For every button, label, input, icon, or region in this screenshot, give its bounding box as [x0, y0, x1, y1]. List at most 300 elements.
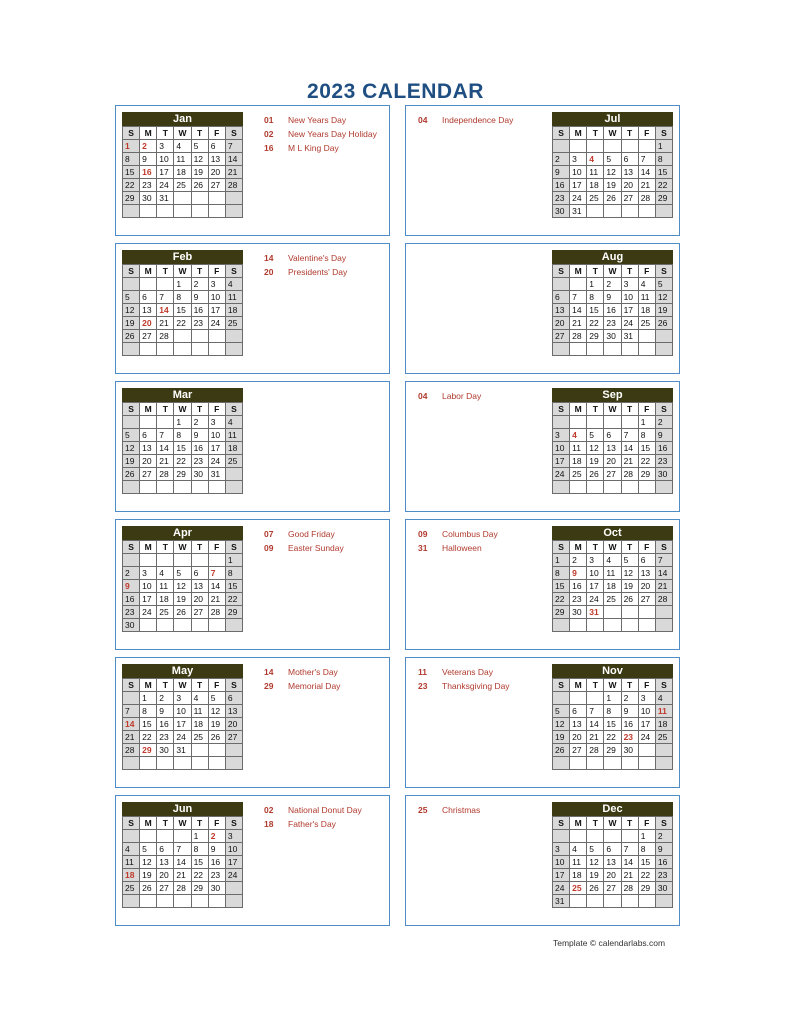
holiday-date: 31 [418, 543, 428, 553]
weekday-header: M [140, 127, 157, 140]
day-cell: 20 [226, 718, 243, 731]
day-cell: 19 [209, 718, 226, 731]
empty-cell [639, 619, 656, 632]
empty-cell [157, 830, 174, 843]
day-cell: 25 [587, 192, 604, 205]
day-cell: 17 [622, 304, 639, 317]
weekday-header: W [174, 679, 191, 692]
empty-cell [192, 744, 209, 757]
day-cell: 16 [553, 179, 570, 192]
weekday-header: W [604, 403, 621, 416]
weekday-header: S [226, 679, 243, 692]
day-cell: 6 [140, 429, 157, 442]
day-cell: 18 [604, 580, 621, 593]
day-cell: 2 [604, 278, 621, 291]
day-cell: 13 [622, 166, 639, 179]
day-cell: 14 [587, 718, 604, 731]
month-name: Oct [552, 526, 673, 540]
empty-cell [157, 554, 174, 567]
day-cell: 22 [639, 455, 656, 468]
day-grid [122, 816, 243, 908]
empty-cell [622, 140, 639, 153]
weekday-header: S [553, 127, 570, 140]
day-cell: 21 [656, 580, 673, 593]
empty-cell [140, 278, 157, 291]
empty-cell [209, 895, 226, 908]
month-name: Sep [552, 388, 673, 402]
empty-cell [587, 481, 604, 494]
weekday-header: F [209, 817, 226, 830]
weekday-header: T [587, 403, 604, 416]
day-cell: 19 [174, 593, 191, 606]
empty-cell [553, 757, 570, 770]
day-cell: 26 [192, 179, 209, 192]
day-cell: 14 [656, 567, 673, 580]
day-cell: 13 [140, 442, 157, 455]
day-cell: 22 [604, 731, 621, 744]
empty-cell [209, 343, 226, 356]
day-cell: 11 [656, 705, 673, 718]
day-cell: 22 [174, 317, 191, 330]
holiday-date: 25 [418, 805, 428, 815]
empty-cell [192, 895, 209, 908]
day-cell: 25 [656, 731, 673, 744]
day-cell: 21 [587, 731, 604, 744]
day-cell: 30 [570, 606, 587, 619]
day-cell: 10 [570, 166, 587, 179]
day-grid [552, 540, 673, 632]
day-cell: 27 [553, 330, 570, 343]
holiday-date: 09 [418, 529, 428, 539]
day-cell: 28 [656, 593, 673, 606]
empty-cell [123, 830, 140, 843]
day-cell: 25 [570, 468, 587, 481]
weekday-header: W [174, 817, 191, 830]
day-cell: 1 [174, 416, 191, 429]
day-cell: 25 [174, 179, 191, 192]
empty-cell [140, 343, 157, 356]
month-name: Dec [552, 802, 673, 816]
empty-cell [622, 343, 639, 356]
day-cell: 3 [553, 429, 570, 442]
day-cell: 3 [174, 692, 191, 705]
weekday-header: W [604, 127, 621, 140]
day-grid [552, 402, 673, 494]
holiday-name: Christmas [442, 805, 481, 815]
empty-cell [157, 343, 174, 356]
day-cell: 9 [553, 166, 570, 179]
empty-cell [639, 744, 656, 757]
weekday-header: M [570, 679, 587, 692]
day-cell: 30 [553, 205, 570, 218]
holiday-list [418, 528, 498, 556]
empty-cell [174, 554, 191, 567]
empty-cell [553, 278, 570, 291]
day-cell: 23 [140, 179, 157, 192]
holiday-item [418, 542, 498, 556]
day-cell: 20 [604, 455, 621, 468]
day-cell: 4 [656, 692, 673, 705]
day-cell: 24 [622, 317, 639, 330]
empty-cell [123, 554, 140, 567]
day-cell: 21 [622, 869, 639, 882]
holiday-item [264, 680, 340, 694]
day-cell: 10 [157, 153, 174, 166]
empty-cell [226, 757, 243, 770]
day-cell: 7 [226, 140, 243, 153]
day-cell: 21 [570, 317, 587, 330]
empty-cell [553, 692, 570, 705]
day-cell: 26 [123, 468, 140, 481]
day-cell: 25 [157, 606, 174, 619]
mini-calendar [122, 802, 243, 908]
empty-cell [157, 757, 174, 770]
day-cell: 12 [553, 718, 570, 731]
day-cell: 9 [192, 291, 209, 304]
holiday-date: 04 [418, 115, 428, 125]
day-cell: 19 [123, 455, 140, 468]
weekday-header: F [209, 265, 226, 278]
holiday-date: 14 [264, 253, 274, 263]
day-cell: 24 [209, 317, 226, 330]
empty-cell [226, 468, 243, 481]
weekday-header: T [192, 679, 209, 692]
day-cell: 1 [639, 830, 656, 843]
day-cell: 22 [639, 869, 656, 882]
weekday-header: F [209, 679, 226, 692]
day-cell: 16 [209, 856, 226, 869]
empty-cell [174, 895, 191, 908]
day-cell: 13 [604, 442, 621, 455]
empty-cell [192, 330, 209, 343]
empty-cell [123, 757, 140, 770]
day-cell: 22 [123, 179, 140, 192]
day-cell: 6 [639, 554, 656, 567]
day-cell: 4 [226, 278, 243, 291]
weekday-header: F [209, 541, 226, 554]
holiday-list [418, 804, 480, 818]
empty-cell [622, 481, 639, 494]
day-cell: 24 [157, 179, 174, 192]
day-cell: 27 [157, 882, 174, 895]
mini-calendar [122, 526, 243, 632]
weekday-header: F [209, 127, 226, 140]
weekday-header: W [604, 817, 621, 830]
day-cell: 12 [604, 166, 621, 179]
day-cell: 28 [123, 744, 140, 757]
day-cell: 20 [622, 179, 639, 192]
empty-cell [604, 481, 621, 494]
day-cell: 4 [174, 140, 191, 153]
day-cell: 15 [174, 442, 191, 455]
day-cell: 23 [123, 606, 140, 619]
weekday-header: W [604, 541, 621, 554]
mini-calendar [552, 388, 673, 494]
weekday-header: S [123, 265, 140, 278]
day-cell: 16 [656, 856, 673, 869]
day-cell: 18 [123, 869, 140, 882]
weekday-header: T [622, 541, 639, 554]
mini-calendar [552, 112, 673, 218]
day-cell: 14 [639, 166, 656, 179]
day-cell: 24 [587, 593, 604, 606]
month-name: Nov [552, 664, 673, 678]
empty-cell [140, 554, 157, 567]
day-cell: 11 [174, 153, 191, 166]
day-cell: 7 [157, 429, 174, 442]
day-cell: 7 [622, 429, 639, 442]
day-cell: 2 [570, 554, 587, 567]
day-cell: 21 [226, 166, 243, 179]
day-cell: 17 [553, 869, 570, 882]
day-cell: 18 [174, 166, 191, 179]
day-cell: 7 [209, 567, 226, 580]
empty-cell [639, 330, 656, 343]
day-cell: 1 [192, 830, 209, 843]
day-cell: 12 [587, 442, 604, 455]
empty-cell [622, 416, 639, 429]
day-cell: 13 [639, 567, 656, 580]
day-cell: 22 [553, 593, 570, 606]
day-cell: 15 [553, 580, 570, 593]
empty-cell [587, 343, 604, 356]
empty-cell [553, 140, 570, 153]
day-cell: 8 [553, 567, 570, 580]
empty-cell [656, 744, 673, 757]
weekday-header: T [157, 541, 174, 554]
empty-cell [553, 343, 570, 356]
empty-cell [123, 416, 140, 429]
empty-cell [226, 744, 243, 757]
day-cell: 5 [192, 140, 209, 153]
day-cell: 26 [174, 606, 191, 619]
day-cell: 17 [639, 718, 656, 731]
day-cell: 29 [123, 192, 140, 205]
day-cell: 29 [226, 606, 243, 619]
day-cell: 10 [553, 856, 570, 869]
empty-cell [604, 205, 621, 218]
day-cell: 2 [553, 153, 570, 166]
weekday-header: W [604, 679, 621, 692]
day-cell: 27 [604, 882, 621, 895]
day-cell: 11 [226, 291, 243, 304]
weekday-header: M [570, 127, 587, 140]
holiday-list [418, 114, 513, 128]
empty-cell [656, 330, 673, 343]
day-cell: 9 [604, 291, 621, 304]
day-cell: 29 [587, 330, 604, 343]
holiday-name: Columbus Day [442, 529, 498, 539]
day-cell: 31 [209, 468, 226, 481]
empty-cell [192, 554, 209, 567]
empty-cell [622, 606, 639, 619]
weekday-header: F [639, 265, 656, 278]
weekday-header: T [192, 403, 209, 416]
day-cell: 15 [604, 718, 621, 731]
day-cell: 4 [604, 554, 621, 567]
day-cell: 29 [553, 606, 570, 619]
day-cell: 1 [553, 554, 570, 567]
day-cell: 6 [140, 291, 157, 304]
weekday-header: S [553, 265, 570, 278]
day-cell: 23 [622, 731, 639, 744]
day-cell: 4 [226, 416, 243, 429]
page-title: 2023 CALENDAR [307, 80, 484, 103]
day-cell: 29 [192, 882, 209, 895]
day-cell: 25 [226, 455, 243, 468]
day-cell: 7 [174, 843, 191, 856]
day-cell: 23 [192, 455, 209, 468]
empty-cell [226, 882, 243, 895]
day-cell: 1 [123, 140, 140, 153]
holiday-item [418, 528, 498, 542]
day-cell: 27 [570, 744, 587, 757]
day-cell: 17 [140, 593, 157, 606]
empty-cell [639, 343, 656, 356]
footer-credit: Template © calendarlabs.com [553, 938, 666, 948]
month-name: Jun [122, 802, 243, 816]
weekday-header: S [656, 403, 673, 416]
day-cell: 11 [604, 567, 621, 580]
holiday-date: 02 [264, 129, 274, 139]
day-cell: 9 [622, 705, 639, 718]
day-cell: 24 [553, 882, 570, 895]
weekday-header: S [553, 817, 570, 830]
day-cell: 12 [174, 580, 191, 593]
day-cell: 12 [656, 291, 673, 304]
empty-cell [570, 619, 587, 632]
empty-cell [192, 481, 209, 494]
day-cell: 9 [209, 843, 226, 856]
day-cell: 20 [604, 869, 621, 882]
day-cell: 16 [192, 304, 209, 317]
day-cell: 28 [174, 882, 191, 895]
month-panel-oct [405, 519, 680, 650]
day-cell: 5 [174, 567, 191, 580]
holiday-name: New Years Day Holiday [288, 129, 377, 139]
day-cell: 14 [622, 442, 639, 455]
empty-cell [157, 481, 174, 494]
day-cell: 24 [570, 192, 587, 205]
holiday-date: 07 [264, 529, 274, 539]
empty-cell [639, 140, 656, 153]
day-cell: 12 [192, 153, 209, 166]
holiday-name: Veterans Day [442, 667, 494, 677]
day-cell: 6 [192, 567, 209, 580]
empty-cell [174, 192, 191, 205]
day-cell: 28 [639, 192, 656, 205]
holiday-name: Mother's Day [288, 667, 338, 677]
day-cell: 21 [209, 593, 226, 606]
holiday-name: Labor Day [442, 391, 482, 401]
day-cell: 1 [639, 416, 656, 429]
mini-calendar [552, 664, 673, 770]
month-panel-jan [115, 105, 390, 236]
empty-cell [174, 481, 191, 494]
day-cell: 1 [226, 554, 243, 567]
weekday-header: S [553, 541, 570, 554]
empty-cell [604, 895, 621, 908]
day-cell: 8 [226, 567, 243, 580]
day-cell: 15 [656, 166, 673, 179]
day-cell: 20 [570, 731, 587, 744]
day-cell: 25 [123, 882, 140, 895]
weekday-header: S [123, 679, 140, 692]
day-cell: 27 [622, 192, 639, 205]
holiday-date: 02 [264, 805, 274, 815]
day-cell: 20 [157, 869, 174, 882]
day-cell: 31 [587, 606, 604, 619]
day-cell: 28 [622, 468, 639, 481]
weekday-header: M [140, 265, 157, 278]
month-panel-may [115, 657, 390, 788]
month-name: Feb [122, 250, 243, 264]
day-cell: 20 [553, 317, 570, 330]
day-cell: 19 [656, 304, 673, 317]
day-cell: 2 [209, 830, 226, 843]
empty-cell [174, 343, 191, 356]
day-cell: 29 [656, 192, 673, 205]
day-cell: 18 [570, 455, 587, 468]
day-cell: 3 [587, 554, 604, 567]
weekday-header: T [587, 265, 604, 278]
day-cell: 23 [570, 593, 587, 606]
day-cell: 8 [174, 429, 191, 442]
empty-cell [209, 619, 226, 632]
day-cell: 10 [140, 580, 157, 593]
mini-calendar [122, 388, 243, 494]
day-cell: 13 [140, 304, 157, 317]
weekday-header: S [226, 127, 243, 140]
day-cell: 5 [587, 843, 604, 856]
day-cell: 10 [587, 567, 604, 580]
weekday-header: S [123, 541, 140, 554]
empty-cell [226, 619, 243, 632]
day-cell: 4 [192, 692, 209, 705]
holiday-item [264, 818, 362, 832]
day-cell: 12 [622, 567, 639, 580]
day-cell: 28 [587, 744, 604, 757]
month-name: Apr [122, 526, 243, 540]
day-cell: 24 [639, 731, 656, 744]
empty-cell [209, 330, 226, 343]
weekday-header: T [157, 817, 174, 830]
day-cell: 3 [226, 830, 243, 843]
day-cell: 5 [209, 692, 226, 705]
month-name: Jan [122, 112, 243, 126]
day-cell: 26 [604, 192, 621, 205]
weekday-header: M [570, 817, 587, 830]
day-cell: 4 [587, 153, 604, 166]
empty-cell [570, 895, 587, 908]
day-cell: 11 [570, 442, 587, 455]
holiday-item [264, 542, 344, 556]
day-cell: 10 [639, 705, 656, 718]
mini-calendar [552, 526, 673, 632]
day-cell: 21 [157, 455, 174, 468]
weekday-header: F [639, 403, 656, 416]
day-cell: 6 [604, 429, 621, 442]
holiday-name: Thanksgiving Day [442, 681, 510, 691]
weekday-header: T [157, 265, 174, 278]
empty-cell [140, 895, 157, 908]
empty-cell [553, 619, 570, 632]
day-cell: 15 [192, 856, 209, 869]
day-cell: 17 [587, 580, 604, 593]
empty-cell [140, 830, 157, 843]
month-panel-mar [115, 381, 390, 512]
day-cell: 21 [123, 731, 140, 744]
